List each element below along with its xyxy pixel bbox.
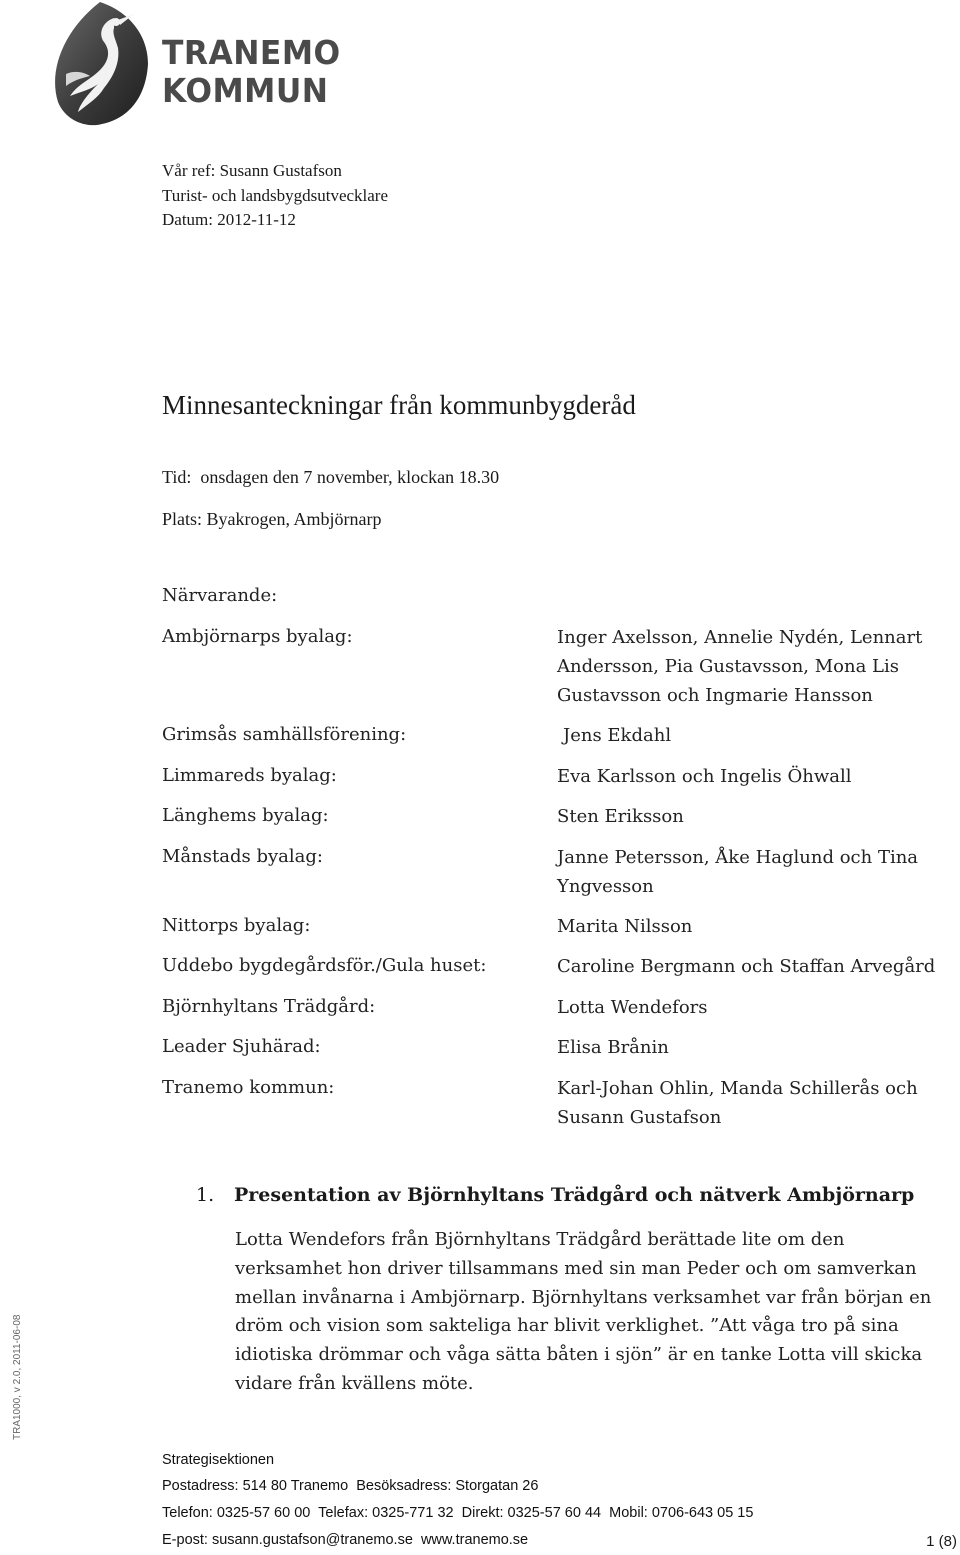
meeting-place: Plats: Byakrogen, Ambjörnarp bbox=[162, 509, 382, 529]
section-title: Presentation av Björnhyltans Trädgård och nätverk Ambjörnarp bbox=[234, 1184, 915, 1206]
footer-phone: Telefon: 0325-57 60 00 Telefax: 0325-771 32 Direkt: 0325-57 60 44 Mobil: 0706-643 05 15 bbox=[162, 1505, 754, 1521]
logo-line-kommun: KOMMUN bbox=[162, 71, 329, 110]
attendee-names: Sten Eriksson bbox=[557, 806, 684, 827]
attendee-names: Caroline Bergmann och Staffan Arvegård bbox=[557, 956, 936, 977]
attendee-org: Uddebo bygdegårdsför./Gula huset: bbox=[162, 955, 487, 976]
document-title: Minnesanteckningar från kommunbygderåd bbox=[162, 390, 636, 420]
attendee-names: Marita Nilsson bbox=[557, 916, 693, 937]
attendee-names: Inger Axelsson, Annelie Nydén, Lennart Andersson, Pia Gustavsson, Mona Lis Gustavsson och Ingmarie Hansson bbox=[557, 627, 923, 706]
footer-department: Strategisektionen bbox=[162, 1452, 275, 1468]
attendee-names: Janne Petersson, Åke Haglund och Tina Yngvesson bbox=[557, 847, 919, 897]
reference-line: Vår ref: Susann Gustafson bbox=[162, 161, 342, 180]
attendee-org: Månstads byalag: bbox=[162, 846, 323, 867]
template-version-stamp bbox=[0, 1280, 23, 1440]
section-heading bbox=[196, 1186, 914, 1205]
attendee-org: Tranemo kommun: bbox=[162, 1077, 335, 1098]
footer-address: Postadress: 514 80 Tranemo Besöksadress: Storgatan 26 bbox=[162, 1478, 539, 1494]
attendee-names: Eva Karlsson och Ingelis Öhwall bbox=[557, 766, 852, 787]
tranemo-kommun-logo bbox=[44, 0, 344, 128]
attendee-org: Ambjörnarps byalag: bbox=[162, 626, 353, 647]
attendee-org: Nittorps byalag: bbox=[162, 915, 311, 936]
attendees-heading: Närvarande: bbox=[162, 585, 278, 606]
attendee-names: Elisa Brånin bbox=[557, 1037, 669, 1058]
page-number: 1 (8) bbox=[926, 1533, 957, 1550]
attendee-names: Karl-Johan Ohlin, Manda Schillerås och Susann Gustafson bbox=[557, 1078, 918, 1128]
meeting-time: Tid: onsdagen den 7 november, klockan 18.30 bbox=[162, 467, 500, 487]
attendee-org: Björnhyltans Trädgård: bbox=[162, 996, 376, 1017]
section-number: 1. bbox=[196, 1184, 215, 1206]
footer-email: E-post: susann.gustafson@tranemo.se www.tranemo.se bbox=[162, 1532, 529, 1548]
reference-date: Datum: 2012-11-12 bbox=[162, 210, 296, 229]
tranemo-crane-emblem-icon bbox=[44, 0, 156, 128]
section-body-paragraph: Lotta Wendefors från Björnhyltans Trädgård berättade lite om den verksamhet hon driver tillsammans med sin man Peder och om samverkan mellan invånarna i Ambjörnarp. Björnhyltans verksamhet var från början en dröm och vision som sakteliga har blivit verklighet. ”Att våga tro på sina idiotiska drömmar och våga sätta båten i sjön” är en tanke Lotta vill skicka vidare från kvällens möte. bbox=[235, 1229, 932, 1394]
attendee-org: Leader Sjuhärad: bbox=[162, 1036, 321, 1057]
attendee-names: Lotta Wendefors bbox=[557, 997, 708, 1018]
attendee-org: Länghems byalag: bbox=[162, 805, 329, 826]
reference-role: Turist- och landsbygdsutvecklare bbox=[162, 186, 389, 205]
version-stamp-text: TRA1000, v 2.0, 2011-06-08 bbox=[12, 1314, 23, 1440]
attendee-names: Jens Ekdahl bbox=[563, 725, 672, 746]
logo-line-tranemo: TRANEMO bbox=[162, 33, 341, 72]
attendee-org: Grimsås samhällsförening: bbox=[162, 724, 407, 745]
attendee-org: Limmareds byalag: bbox=[162, 765, 337, 786]
